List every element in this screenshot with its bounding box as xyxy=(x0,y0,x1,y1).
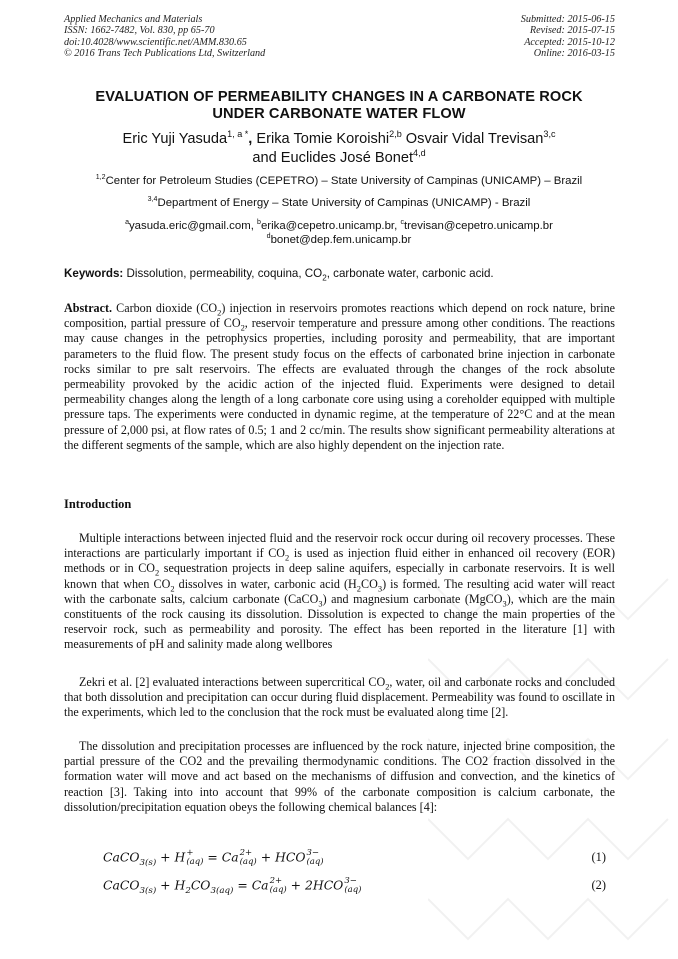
author-name: Osvair Vidal Trevisan xyxy=(405,131,544,147)
author-name: Erika Tomie Koroishi xyxy=(256,131,390,147)
author-and: and xyxy=(252,150,277,166)
superscript: 2+ xyxy=(239,848,253,858)
intro-paragraph-1 xyxy=(64,531,615,653)
sup-sub-stack xyxy=(344,877,361,895)
subscript: 2 xyxy=(170,583,175,594)
affil-text: Center for Petroleum Studies (CEPETRO) – State University of Campinas (UNICAMP) – Brazil xyxy=(105,175,583,187)
subscript: 2 xyxy=(155,567,160,578)
eq-term: CO xyxy=(190,877,211,893)
abstract-label: Abstract. xyxy=(64,301,113,315)
email-link[interactable]: yasuda.eric@gmail.com, xyxy=(128,220,254,232)
date-submitted: Submitted: 2015-06-15 xyxy=(520,14,615,25)
superscript: 2+ xyxy=(269,876,283,886)
abstract-text: Carbon dioxide (CO xyxy=(112,301,218,315)
paragraph-text: is used as injection fluid either in enhanced oil recovery (EOR) methods or in CO xyxy=(64,546,615,576)
eq-term: H xyxy=(174,849,186,865)
date-online: Online: 2016-03-15 xyxy=(533,48,615,60)
intro-paragraph-3: The dissolution and precipitation processes are influenced by the rock nature, injected brine composition, the partial pressure of the CO2 and the prevailing thermodynamic conditions. The CO2 fraction dissolved in the formation water will move and act based on the mechanisms of diffusion and convection, and the kinetics of reaction [3]. Taking into into account that 99% of the carbonate composition is calcium carbonate, the dissolution/precipitation equation obeys the following chemical balances [4]: xyxy=(64,739,615,814)
email-sup: b xyxy=(257,219,261,227)
author-affil-sup: 4,d xyxy=(413,148,426,159)
subscript: (aq) xyxy=(269,885,287,895)
subscript: 2 xyxy=(322,273,327,283)
affil-sup: 1,2 xyxy=(95,174,106,182)
author-affil-sup: 3,c xyxy=(543,129,556,140)
author-affil-sup: 2,b xyxy=(389,129,402,140)
subscript: 3(s) xyxy=(139,885,157,896)
author-name: Eric Yuji Yasuda xyxy=(122,131,228,147)
superscript: + xyxy=(186,848,194,858)
keywords-text: , carbonate water, carbonic acid. xyxy=(326,267,494,280)
email-sup: a xyxy=(125,219,129,227)
paper-title xyxy=(40,89,638,123)
subscript: 3 xyxy=(502,598,507,609)
subscript: 2 xyxy=(185,885,191,896)
keywords-label: Keywords: xyxy=(64,267,124,280)
eq-term: Ca xyxy=(251,877,269,893)
journal-copyright: © 2016 Trans Tech Publications Ltd, Switzerland xyxy=(64,48,266,60)
subscript: 3 xyxy=(377,583,383,594)
abstract-text: , reservoir temperature and pressure among other conditions. The reactions may cause changes in the petrophysics properties, including porosity and permeability, that are important parameters to the fluid flow. The present study focus on the effects of carbonated brine injection in carbonate rocks similar to pre salt reservoirs. The effects are evaluated through the changes of the rock absolute permeability provoked by the acidic action of the injected fluid. Experiments were designed to detail permeability changes along the length of a long carbonate core using using a coreholder equipped with multiple pressure taps. The experiments were conducted in dynamic regime, at the temperature of 22°C and at the mean pressure of 2,000 psi, at flow rates of 0.5; 1 and 2 cc/min. The results show significant permeability alterations at the different segments of the sample, which are also highly dependent on the injection rate. xyxy=(64,316,615,452)
subscript: (aq) xyxy=(186,857,204,867)
email-link[interactable]: bonet@dep.fem.unicamp.br xyxy=(270,234,412,246)
eq-operator: + xyxy=(156,877,175,893)
paragraph-text: Zekri et al. [2] evaluated interactions between supercritical CO xyxy=(79,675,386,689)
paragraph-text: sequestration projects in deep saline aquifers, especially in carbonate reservoirs. It is well known that when CO xyxy=(64,561,615,591)
subscript: 2 xyxy=(385,681,390,692)
paragraph-text: ) is formed. The resulting acid water will react with the carbonate salts, calcium carbonate (CaCO xyxy=(64,576,616,606)
subscript: (aq) xyxy=(344,885,362,895)
email-link[interactable]: erika@cepetro.unicamp.br, xyxy=(260,220,398,232)
subscript: 2 xyxy=(240,322,245,333)
subscript: 2 xyxy=(356,583,362,594)
dates-header xyxy=(521,14,615,60)
journal-header xyxy=(64,14,265,60)
paragraph-text: dissolves in water, carbonic acid (H xyxy=(174,576,357,591)
keywords-text: Dissolution, permeability, coquina, CO xyxy=(123,267,323,280)
eq-term: Ca xyxy=(221,849,239,865)
journal-issn: ISSN: 1662-7482, Vol. 830, pp 65-70 xyxy=(64,25,215,37)
subscript: 2 xyxy=(217,307,222,318)
equation-number-1: (1) xyxy=(591,850,606,864)
email-list xyxy=(40,219,638,247)
eq-operator: + xyxy=(286,877,305,893)
eq-term: 2HCO xyxy=(305,877,344,893)
affil-sup: 3,4 xyxy=(147,196,158,204)
keywords xyxy=(64,267,624,281)
subscript: 3(aq) xyxy=(210,885,234,896)
journal-name: Applied Mechanics and Materials xyxy=(64,14,203,25)
eq-operator: + xyxy=(156,849,175,865)
affiliation-2 xyxy=(40,196,638,210)
paragraph-text: CO xyxy=(361,576,378,591)
subscript: 2 xyxy=(285,552,290,563)
eq-term: CaCO xyxy=(103,877,140,893)
paragraph-text: , water, oil and carbonate rocks and concluded that both dissolution and precipitation can occur during fluid displacement. Permeability was found to oscillate in the experiments, which led to the conclusion that the rock must be evaluated along time [2]. xyxy=(64,675,615,720)
email-sup: d xyxy=(266,233,271,241)
date-accepted: Accepted: 2015-10-12 xyxy=(524,36,615,48)
equation-number-2: (2) xyxy=(591,878,606,892)
superscript: 3− xyxy=(344,876,357,886)
paragraph-text: ) and magnesium carbonate (MgCO xyxy=(322,591,503,606)
subscript: (aq) xyxy=(239,857,257,867)
affiliation-1 xyxy=(40,174,638,188)
title-line-2: UNDER CARBONATE WATER FLOW xyxy=(212,106,466,122)
equation-2 xyxy=(103,877,361,895)
subscript: 3(s) xyxy=(139,857,157,868)
subscript: 3 xyxy=(318,598,323,609)
email-link[interactable]: trevisan@cepetro.unicamp.br xyxy=(403,220,553,232)
author-list: Eric Yuji Yasuda$^{1, a *}$, Erika Tomie Koroishi$^{2,b}$ Osvair Vidal Trevisan$^{3,c}$ and Euclides José Bonet$^{4,d}$ xyxy=(122,129,556,166)
date-revised: Revised: 2015-07-15 xyxy=(529,25,615,37)
title-line-1: EVALUATION OF PERMEABILITY CHANGES IN A CARBONATE ROCK xyxy=(95,89,583,105)
paragraph-text: ), which are the main constituents of the rock causing its dissolution. Dissolution is expected to change the main properties of the reservoir rock, such as permeability and porosity. The effect has been reported in the literature [1] with measurements of pH and salinity made along wellbores xyxy=(64,591,616,652)
journal-doi: doi:10.4028/www.scientific.net/AMM.830.65 xyxy=(64,36,247,48)
section-heading-introduction: Introduction xyxy=(64,497,132,511)
abstract-text: ) injection in reservoirs promotes reactions which depend on rock nature, brine composition, partial pressure of CO xyxy=(64,301,615,331)
paragraph-text: Multiple interactions between injected fluid and the reservoir rock occur during oil recovery processes. These interactions are particularly important if CO xyxy=(64,531,615,561)
eq-operator: = xyxy=(233,877,252,893)
email-sup: c xyxy=(400,219,404,227)
eq-operator: = xyxy=(203,849,222,865)
eq-term: CaCO xyxy=(103,849,140,865)
eq-term: H xyxy=(174,877,186,893)
affil-text: Department of Energy – State University of Campinas (UNICAMP) - Brazil xyxy=(157,197,531,209)
sup-sub-stack xyxy=(270,877,287,895)
subscript: (aq) xyxy=(306,857,324,867)
equation-1 xyxy=(103,849,324,867)
sup-sub-stack xyxy=(306,849,323,867)
author-affil-sup: 1, a * xyxy=(227,129,249,140)
abstract xyxy=(64,301,615,453)
eq-operator: + xyxy=(256,849,276,865)
intro-paragraph-2 xyxy=(64,675,615,721)
sup-sub-stack xyxy=(186,849,203,867)
superscript: 3− xyxy=(306,848,320,858)
author-name: Euclides José Bonet xyxy=(280,150,414,166)
eq-term: HCO xyxy=(275,849,306,865)
sup-sub-stack xyxy=(240,849,257,867)
